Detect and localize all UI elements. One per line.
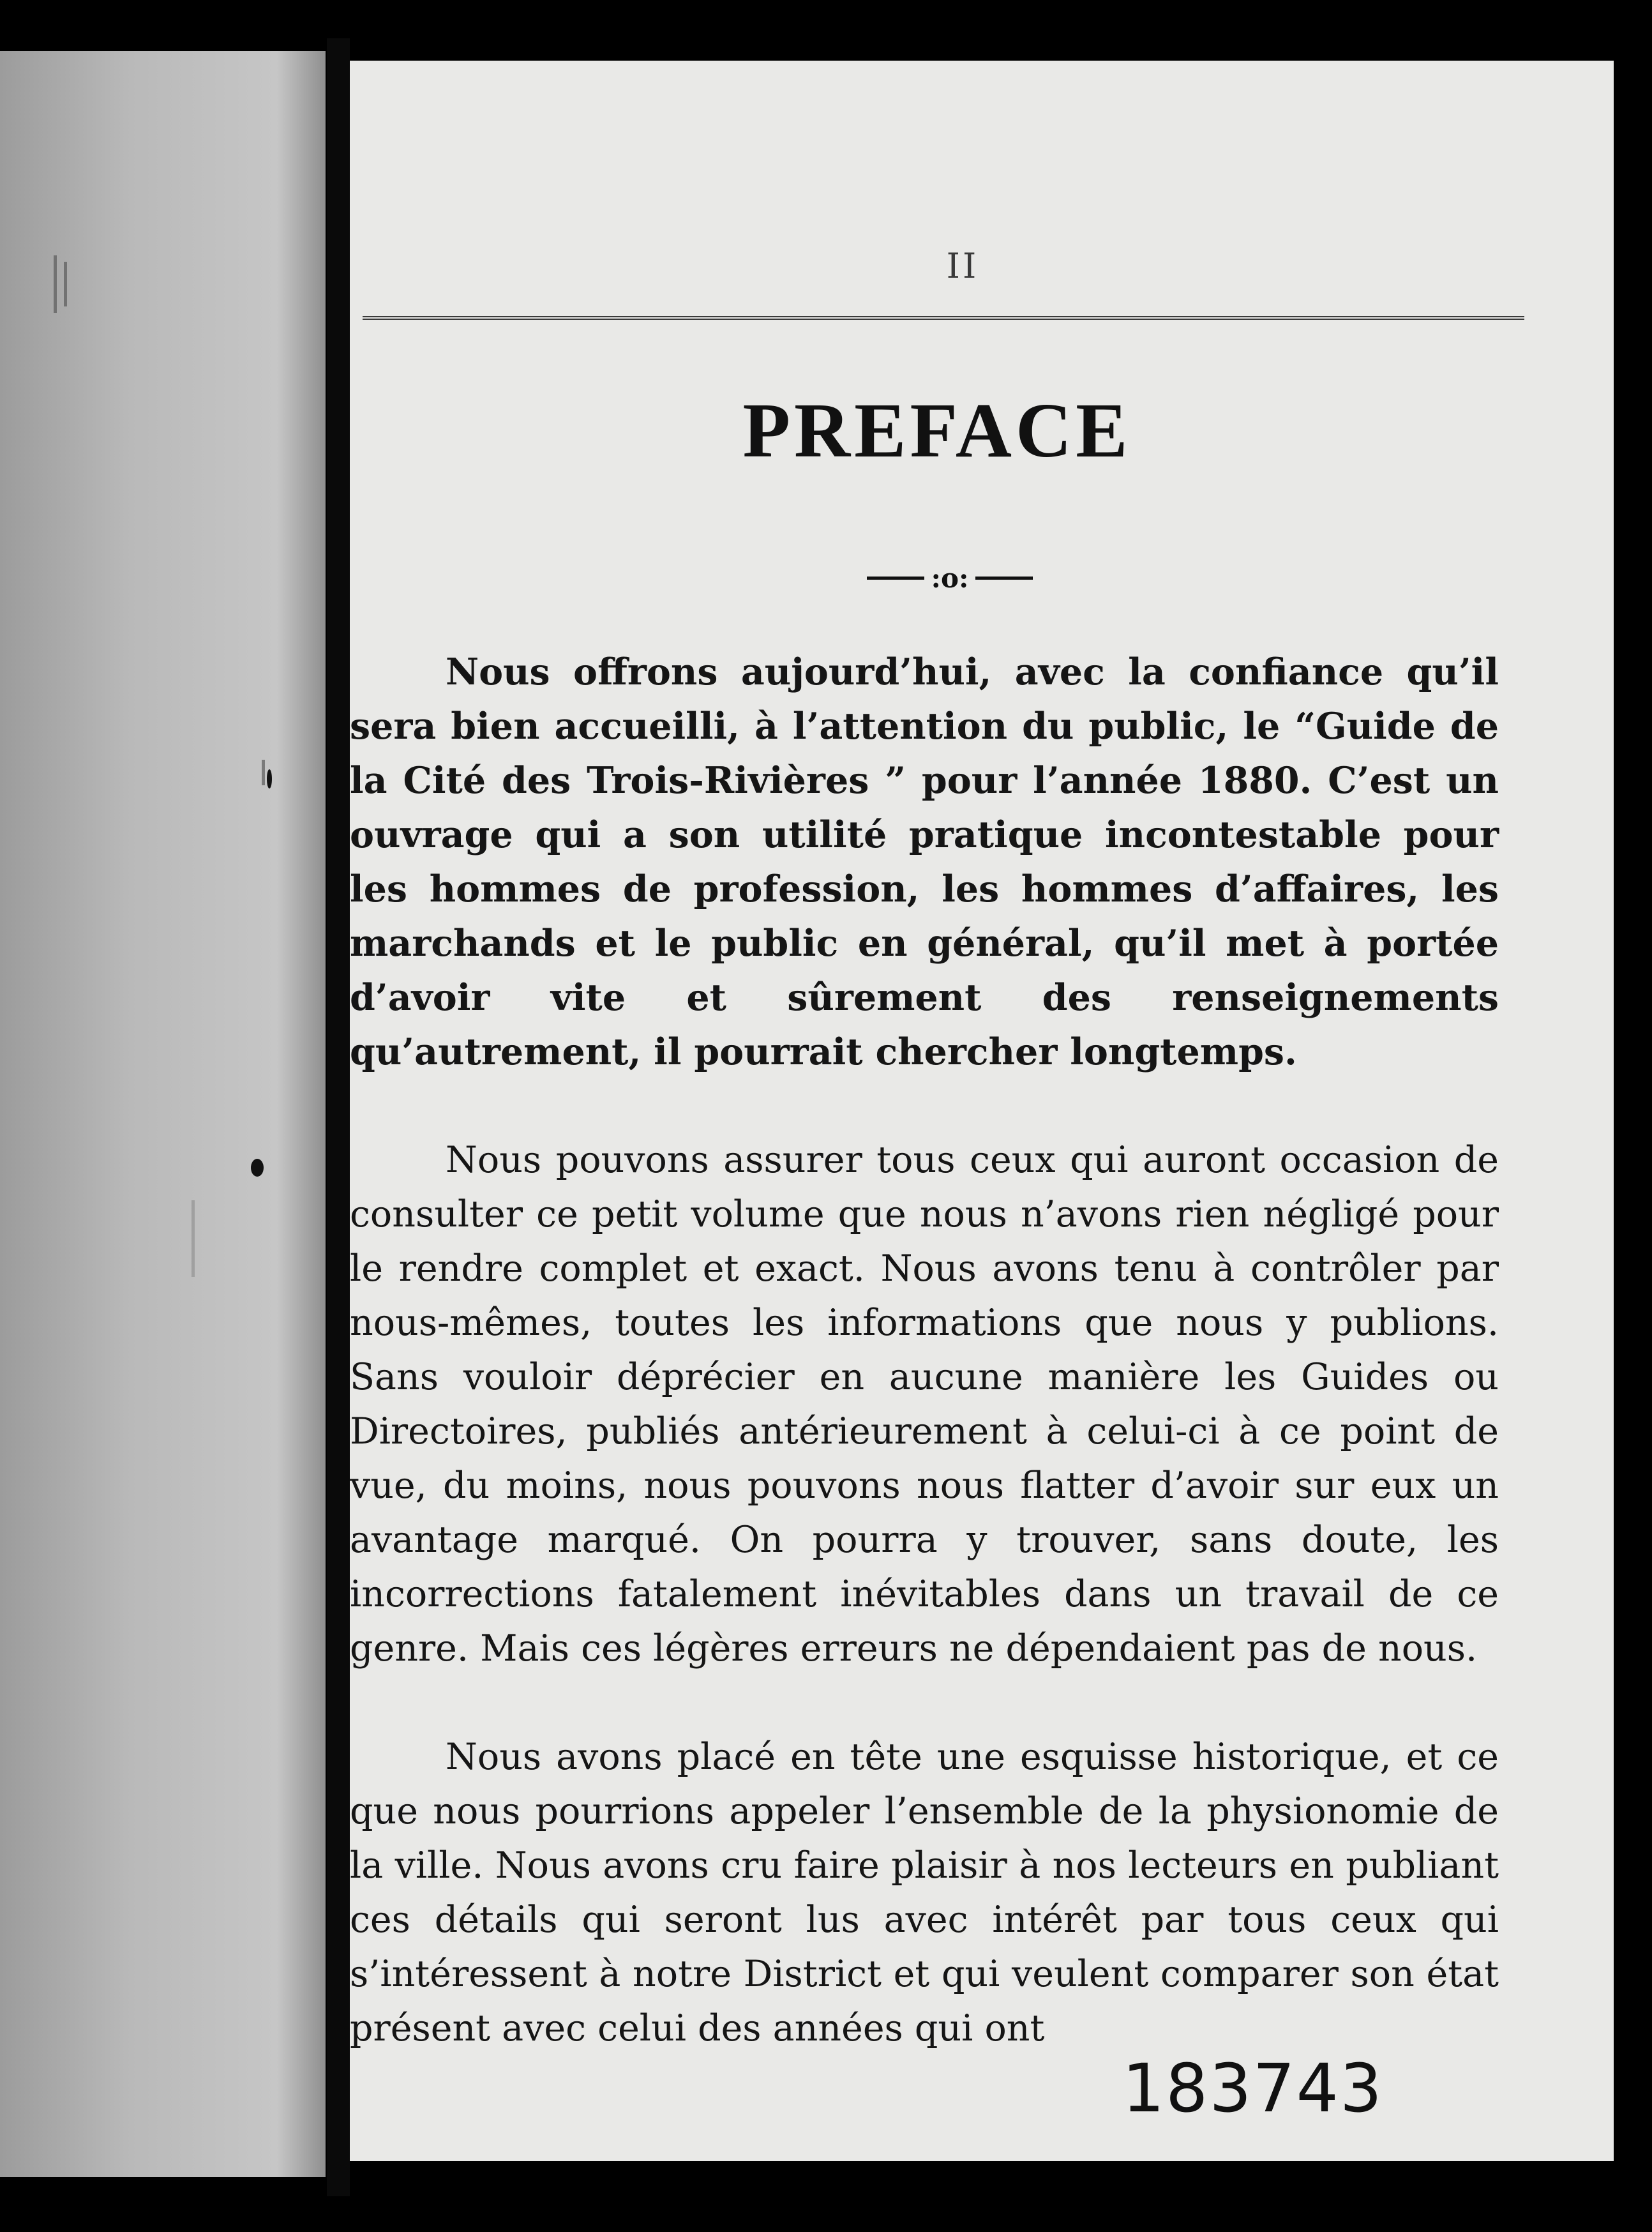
- ornament-dash: [867, 577, 924, 580]
- scan-mark: [54, 255, 57, 313]
- library-stamp-number: 183743: [1122, 2049, 1384, 2127]
- paragraph: Nous pouvons assurer tous ceux qui auront occasion de consulter ce petit volume que nous n’avons rien négligé pour le rendre complet et exact. Nous avons tenu à contrôler par nous-mêmes, toutes les informations que nous y publions. Sans vouloir déprécier en aucune manière les Guides ou Directoires, publiés antérieurement à celui-ci à ce point de vue, du moins, nous pouvons nous flatter d’avoir sur eux un avantage marqué. On pourra y trouver, sans doute, les incorrections fatalement inévitables dans un travail de ce genre. Mais ces légères erreurs ne dépendaient pas de nous.: [350, 1139, 1499, 1670]
- scan-speck: [251, 1159, 264, 1177]
- paragraph: Nous offrons aujourd’hui, avec la confiance qu’il sera bien accueilli, à l’attention du public, le “Guide de la Cité des Trois-Rivières ” pour l’année 1880. C’est un ouvrage qui a son utilité pratique incontestable pour les hommes de profession, les hommes d’affaires, les marchands et le public en général, qu’il met à portée d’avoir vite et sûrement des renseignements qu’autrement, il pourrait chercher longtemps.: [350, 651, 1499, 1073]
- page-gutter: [327, 38, 350, 2196]
- scan-mark: [191, 1200, 195, 1277]
- scan-mark: [262, 760, 265, 785]
- scan-mark: [64, 262, 67, 306]
- preface-body: [350, 645, 1499, 2056]
- ornament-glyph: :o:: [931, 562, 969, 594]
- page-number: II: [946, 246, 979, 286]
- ornament-dash: [975, 577, 1033, 580]
- paragraph: Nous avons placé en tête une esquisse historique, et ce que nous pourrions appeler l’ensemble de la physionomie de la ville. Nous avons cru faire plaisir à nos lecteurs en publiant ces détails qui seront lus avec intérêt par tous ceux qui s’intéressent à notre District et qui veulent comparer son état présent avec celui des années qui ont: [350, 1736, 1499, 2049]
- facing-page-fragment: [0, 51, 326, 2177]
- book-page: [350, 61, 1614, 2161]
- title-ornament: [848, 559, 1052, 597]
- header-rule: [363, 316, 1524, 320]
- scan-speck: [267, 769, 272, 788]
- page-title: PREFACE: [742, 388, 1132, 474]
